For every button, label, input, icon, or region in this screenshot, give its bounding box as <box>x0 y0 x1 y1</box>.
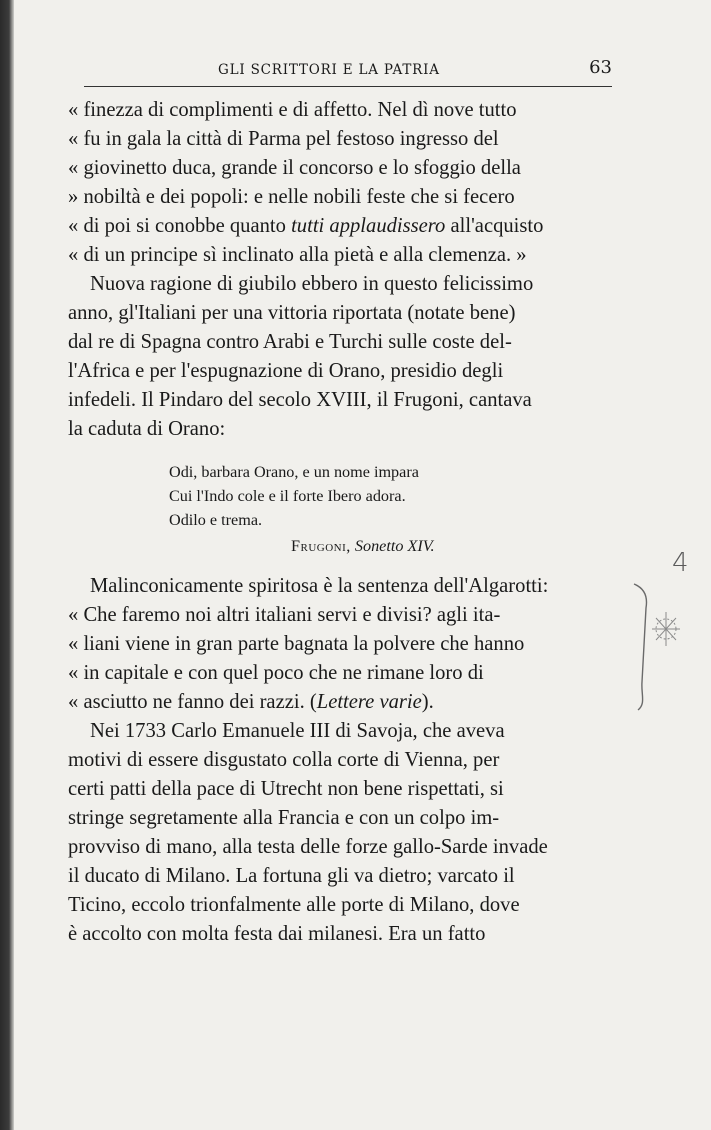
attribution-work: Sonetto XIV. <box>354 537 435 555</box>
verse-line: Odi, barbara Orano, e un nome impara <box>169 463 419 481</box>
italic-emphasis: Lettere varie <box>316 691 422 713</box>
header-rule <box>84 86 612 87</box>
pencil-doodle-icon <box>644 602 688 656</box>
text-line: la caduta di Orano: <box>68 418 226 440</box>
text-line: Ticino, eccolo trionfalmente alle porte di Milano, dove <box>68 894 520 916</box>
text-line: dal re di Spagna contro Arabi e Turchi sulle coste del- <box>68 331 512 353</box>
text-line: « liani viene in gran parte bagnata la polvere che hanno <box>68 633 525 655</box>
text-line: certi patti della pace di Utrecht non bene rispettati, si <box>68 778 504 800</box>
text-line: infedeli. Il Pindaro del secolo XVIII, il Frugoni, cantava <box>68 389 532 411</box>
verse-attribution <box>291 536 435 557</box>
text-line: Nuova ragione di giubilo ebbero in questo felicissimo <box>90 273 534 295</box>
text-line: Nei 1733 Carlo Emanuele III di Savoja, che aveva <box>90 720 505 742</box>
page-header <box>84 56 612 86</box>
running-title: GLI SCRITTORI E LA PATRIA <box>218 62 440 78</box>
italic-emphasis: tutti applaudissero <box>291 215 446 237</box>
text-line: « fu in gala la città di Parma pel festoso ingresso del <box>68 128 499 150</box>
verse-line: Cui l'Indo cole e il forte Ibero adora. <box>169 487 406 505</box>
text-line: « Che faremo noi altri italiani servi e divisi? agli ita- <box>68 604 501 626</box>
text-line: « finezza di complimenti e di affetto. Nel dì nove tutto <box>68 99 517 121</box>
text-line: » nobiltà e dei popoli: e nelle nobili feste che si fecero <box>68 186 515 208</box>
text-line: « giovinetto duca, grande il concorso e lo sfoggio della <box>68 157 521 179</box>
binding-edge <box>0 0 14 1130</box>
text-line: Malinconicamente spiritosa è la sentenza dell'Algarotti: <box>90 575 549 597</box>
text-line: stringe segretamente alla Francia e con un colpo im- <box>68 807 500 829</box>
text-line: « asciutto ne fanno dei razzi. (Lettere varie). <box>68 691 434 713</box>
text-line: anno, gl'Italiani per una vittoria riportata (notate bene) <box>68 302 516 324</box>
text-line: « in capitale e con quel poco che ne rimane loro di <box>68 662 484 684</box>
attribution-author: Frugoni, <box>291 537 351 555</box>
page-number: 63 <box>589 57 612 78</box>
text-line: è accolto con molta festa dai milanesi. Era un fatto <box>68 923 486 945</box>
text-line: « di poi si conobbe quanto tutti applaudissero all'acquisto <box>68 215 544 237</box>
text-line: l'Africa e per l'espugnazione di Orano, presidio degli <box>68 360 504 382</box>
verse-line: Odilo e trema. <box>169 511 263 529</box>
text-line: il ducato di Milano. La fortuna gli va dietro; varcato il <box>68 865 515 887</box>
text-line: provviso di mano, alla testa delle forze gallo-Sarde invade <box>68 836 548 858</box>
pencil-number-mark: 4 <box>672 548 689 578</box>
text-line: « di un principe sì inclinato alla pietà e alla clemenza. » <box>68 244 527 266</box>
text-line: motivi di essere disgustato colla corte di Vienna, per <box>68 749 500 771</box>
